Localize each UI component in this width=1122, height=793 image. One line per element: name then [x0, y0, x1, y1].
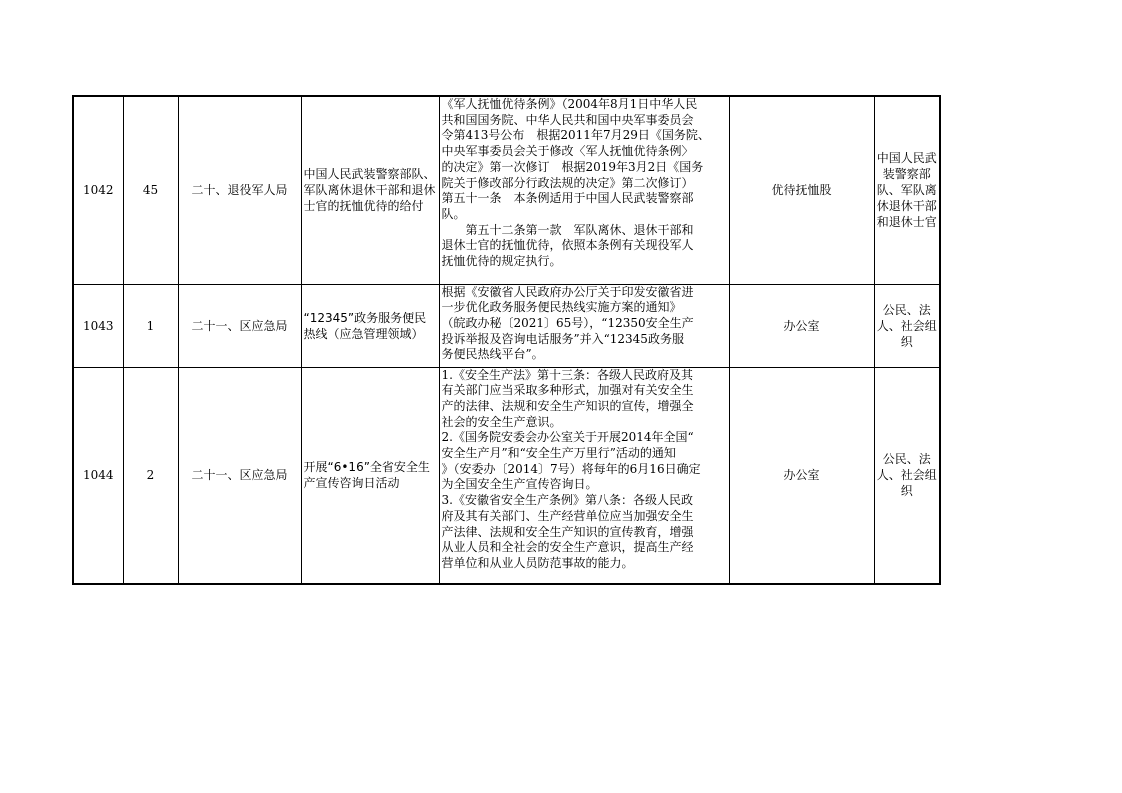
legal-basis-line: 产的法律、法规和安全生产知识的宣传，增强全 — [441, 398, 694, 413]
seq-cell: 45 — [123, 96, 178, 284]
legal-basis-line: 产法律、法规和安全生产知识的宣传教育，增强 — [441, 524, 694, 539]
legal-basis-line: 抚恤优待的规定执行。 — [441, 254, 562, 269]
legal-basis-line: 府及其有关部门、生产经营单位应当加强安全生 — [441, 508, 694, 523]
legal-basis-line: 退休士官的抚恤优待，依照本条例有关现役军人 — [441, 238, 694, 253]
table-row — [73, 367, 940, 584]
seq-cell: 2 — [123, 367, 178, 584]
legal-basis-line: 共和国国务院、中华人民共和国中央军事委员会 — [441, 112, 694, 127]
row-id-cell: 1042 — [73, 96, 123, 284]
legal-basis-line: 的决定》第一次修订 根据2019年3月2日《国务 — [441, 159, 704, 174]
legal-basis-line: 第五十二条第一款 军队离休、退休干部和 — [441, 222, 694, 237]
legal-basis-line: 院关于修改部分行政法规的决定》第二次修订） — [441, 175, 694, 190]
service-target-cell: 公民、法人、社会组织 — [874, 284, 940, 367]
legal-basis-line: 3.《安徽省安全生产条例》第八条：各级人民政 — [441, 493, 693, 508]
item-name-cell: “12345”政务服务便民热线（应急管理领域） — [301, 284, 439, 367]
department-cell: 二十、退役军人局 — [178, 96, 301, 284]
legal-basis-line: 》（安委办〔2014〕7号）将每年的6月16日确定 — [441, 461, 701, 476]
legal-basis-line: 2.《国务院安委会办公室关于开展2014年全国“ — [441, 430, 694, 445]
service-target-cell: 公民、法人、社会组织 — [874, 367, 940, 584]
legal-basis-line: 有关部门应当采取多种形式，加强对有关安全生 — [441, 383, 694, 398]
service-target-cell: 中国人民武装警察部队、军队离休退休干部和退休士官 — [874, 96, 940, 284]
legal-basis-line: （皖政办秘〔2021〕65号），“12350安全生产 — [441, 315, 694, 330]
legal-basis-line: 投诉举报及咨询电话服务”并入“12345政务服 — [441, 331, 684, 346]
legal-basis-line: 《军人抚恤优待条例》（2004年8月1日中华人民 — [441, 97, 698, 111]
responsible-unit-cell: 办公室 — [729, 367, 874, 584]
legal-basis-line: 令第413号公布 根据2011年7月29日《国务院、 — [441, 128, 710, 143]
item-name-cell: 开展“6•16”全省安全生产宣传咨询日活动 — [301, 367, 439, 584]
legal-basis-line: 根据《安徽省人民政府办公厅关于印发安徽省进 — [441, 284, 694, 299]
row-id-cell: 1044 — [73, 367, 123, 584]
legal-basis-line: 1.《安全生产法》第十三条：各级人民政府及其 — [441, 367, 693, 382]
legal-basis-line: 从业人员和全社会的安全生产意识，提高生产经 — [441, 540, 694, 555]
responsible-unit-cell: 优待抚恤股 — [729, 96, 874, 284]
legal-basis-line: 第五十一条 本条例适用于中国人民武装警察部 — [441, 191, 694, 206]
service-items-table — [72, 95, 941, 585]
legal-basis-line: 一步优化政务服务便民热线实施方案的通知》 — [441, 300, 682, 315]
legal-basis-cell — [439, 367, 729, 584]
table-row — [73, 96, 940, 284]
legal-basis-cell — [439, 284, 729, 367]
row-id-cell: 1043 — [73, 284, 123, 367]
legal-basis-line: 安全生产月”和“安全生产万里行”活动的通知 — [441, 446, 676, 461]
legal-basis-cell — [439, 96, 729, 284]
department-cell: 二十一、区应急局 — [178, 367, 301, 584]
legal-basis-line: 务便民热线平台”。 — [441, 347, 544, 362]
seq-cell: 1 — [123, 284, 178, 367]
legal-basis-line: 营单位和从业人员防范事故的能力。 — [441, 555, 634, 570]
legal-basis-line: 中央军事委员会关于修改〈军人抚恤优待条例〉 — [441, 144, 694, 159]
responsible-unit-cell: 办公室 — [729, 284, 874, 367]
legal-basis-line: 社会的安全生产意识。 — [441, 414, 562, 429]
table-row — [73, 284, 940, 367]
item-name-cell: 中国人民武装警察部队、军队离休退休干部和退休士官的抚恤优待的给付 — [301, 96, 439, 284]
legal-basis-line: 队。 — [441, 206, 466, 221]
legal-basis-line: 为全国安全生产宣传咨询日。 — [441, 477, 598, 492]
department-cell: 二十一、区应急局 — [178, 284, 301, 367]
